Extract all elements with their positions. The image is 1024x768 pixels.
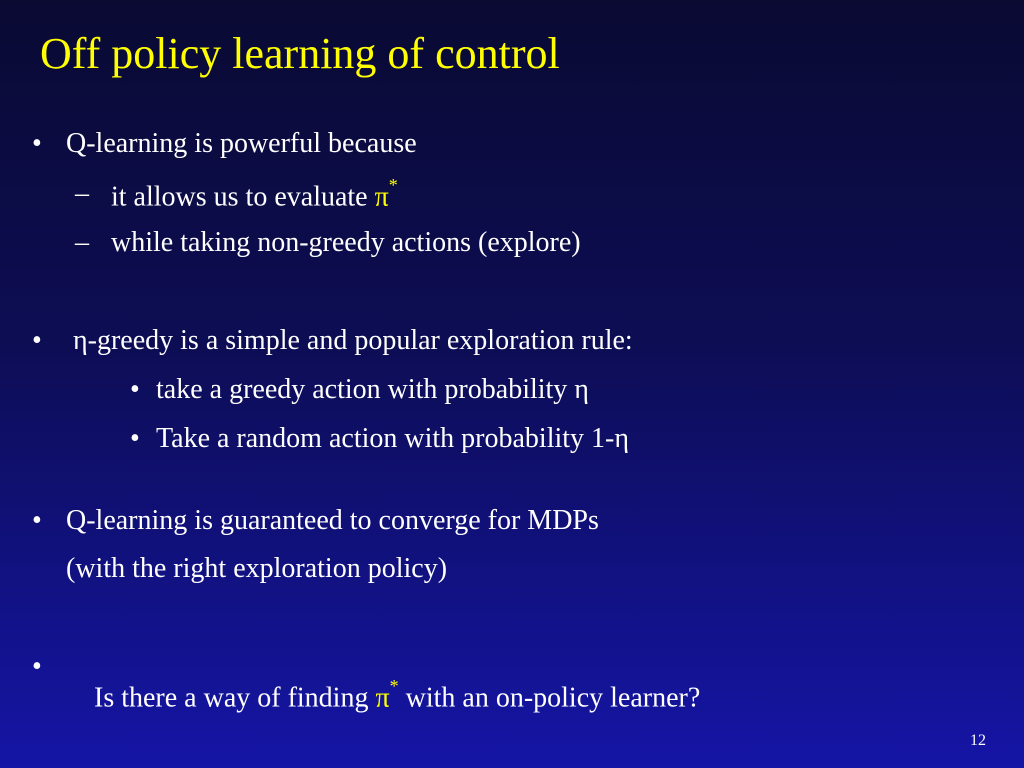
bullet-marker: • — [32, 128, 42, 159]
bullet-4-text — [66, 653, 700, 740]
bullet-2-sub-2: Take a random action with probability 1-η — [156, 423, 629, 454]
sub-1-text: it allows us to evaluate — [111, 181, 375, 213]
bullet-1-sub-2: while taking non-greedy actions (explore) — [111, 227, 581, 258]
bullet-1-text: Q-learning is powerful because — [66, 128, 417, 159]
bullet-1-sub-1 — [111, 175, 398, 213]
bullet-2-text: η-greedy is a simple and popular exploration rule: — [66, 325, 633, 356]
bullet-4-prefix: Is there a way of finding — [94, 682, 376, 714]
pi-superscript: * — [389, 676, 399, 696]
dash-marker: – — [75, 227, 89, 258]
bullet-marker: • — [32, 505, 42, 536]
dash-marker: – — [75, 178, 89, 209]
pi-superscript: * — [388, 175, 398, 195]
bullet-marker: • — [130, 374, 140, 405]
bullet-3-line-2: (with the right exploration policy) — [66, 553, 448, 584]
bullet-marker: • — [130, 423, 140, 454]
bullet-2-sub-1: take a greedy action with probability η — [156, 374, 589, 405]
slide-title: Off policy learning of control — [40, 29, 560, 78]
pi-symbol: π — [374, 181, 389, 213]
bullet-3-line-1: Q-learning is guaranteed to converge for MDPs — [66, 505, 599, 536]
page-number: 12 — [970, 732, 986, 749]
bullet-marker: • — [32, 325, 42, 356]
pi-symbol: π — [375, 682, 390, 714]
bullet-marker: • — [32, 651, 42, 682]
bullet-4-suffix: with an on-policy learner? — [398, 682, 701, 714]
